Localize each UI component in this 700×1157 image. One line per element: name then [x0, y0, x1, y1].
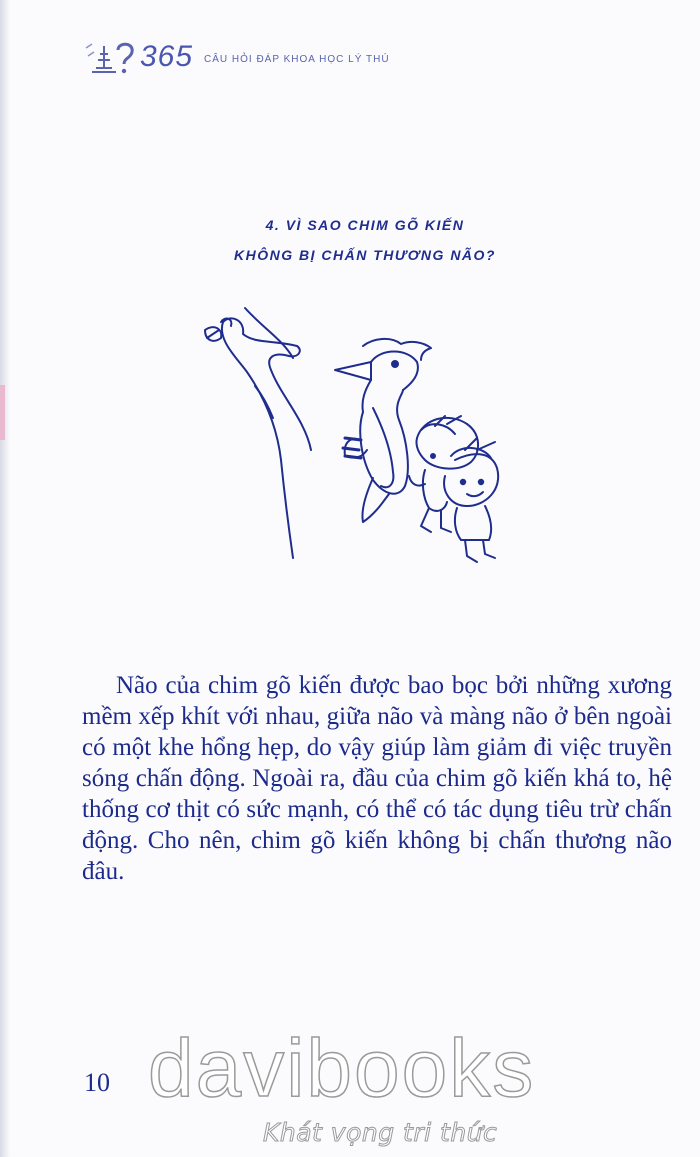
davibooks-watermark-tagline: Khát vọng tri thức [263, 1118, 498, 1147]
book-series-logo-icon [82, 38, 142, 76]
header-series-number: 365 [140, 40, 194, 73]
chapter-title-line-1: 4. VÌ SAO CHIM GÕ KIẾN [265, 217, 465, 233]
woodpecker-icon [335, 339, 431, 522]
chapter-title [200, 210, 530, 270]
header-series-title: CÂU HỎI ĐÁP KHOA HỌC LÝ THÚ [204, 54, 390, 65]
page-number: 10 [84, 1068, 110, 1097]
tree-trunk-icon [205, 308, 311, 558]
page-edge-mark [0, 385, 5, 440]
page-binding-edge [0, 0, 10, 1157]
body-paragraph: Não của chim gõ kiến được bao bọc bởi những xương mềm xếp khít với nhau, giữa não và màng não ở bên ngoài có một khe hổng hẹp, do vậy giúp làm giảm đi việc truyền sóng chấn động. Ngoài ra, đầu của chim gõ kiến khá to, hệ thống cơ thịt có sức mạnh, có thể có tác dụng tiêu trừ chấn động. Cho nên, chim gõ kiến không bị chấn thương não đâu. [82, 672, 672, 885]
chapter-title-line-2: KHÔNG BỊ CHẤN THƯƠNG NÃO? [234, 247, 496, 263]
children-icon [409, 416, 498, 562]
running-header [82, 38, 502, 78]
davibooks-watermark-logo: davibooks [148, 1023, 536, 1114]
woodpecker-and-children-illustration [185, 300, 515, 570]
